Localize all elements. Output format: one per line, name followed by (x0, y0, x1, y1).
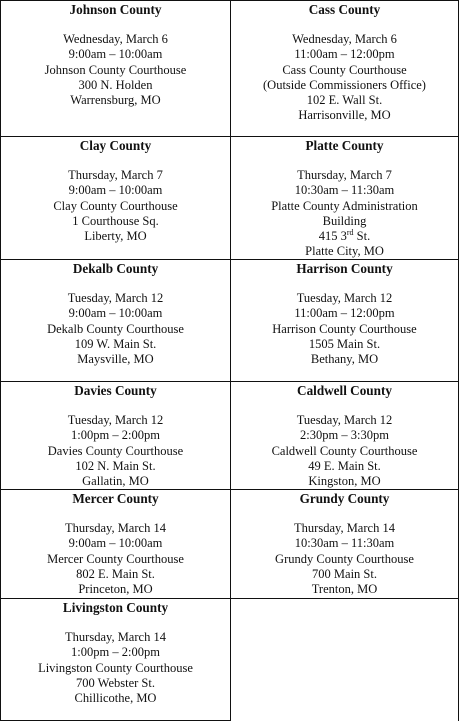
city: Harrisonville, MO (298, 108, 391, 123)
meeting-time: 9:00am – 10:00am (68, 47, 163, 62)
county-name: Johnson County (69, 2, 162, 17)
meeting-time: 11:00am – 12:00pm (294, 47, 395, 62)
meeting-date: Thursday, March 7 (68, 168, 163, 182)
meeting-date: Wednesday, March 6 (292, 32, 397, 46)
meeting-date: Thursday, March 7 (297, 168, 392, 182)
meeting-date: Tuesday, March 12 (67, 291, 164, 305)
venue: Harrison County Courthouse (272, 321, 417, 336)
city: Platte City, MO (305, 244, 384, 259)
venue-continued: Building (322, 213, 367, 228)
county-name: Platte County (305, 138, 384, 153)
meeting-date: Thursday, March 14 (65, 521, 166, 535)
empty-cell (230, 598, 459, 721)
meeting-date: Tuesday, March 12 (296, 291, 393, 305)
ordinal-suffix: rd (346, 228, 354, 238)
county-name: Caldwell County (297, 383, 392, 398)
schedule-cell (0, 0, 231, 137)
city: Maysville, MO (77, 352, 154, 367)
county-name: Grundy County (299, 491, 390, 506)
meeting-time: 9:00am – 10:00am (68, 536, 163, 551)
meeting-time: 1:00pm – 2:00pm (71, 645, 160, 660)
city: Bethany, MO (310, 352, 379, 367)
meeting-time: 9:00am – 10:00am (68, 306, 163, 321)
street-address: 300 N. Holden (78, 77, 153, 92)
venue: Cass County Courthouse (282, 62, 407, 77)
schedule-cell (230, 489, 459, 599)
street-address: 415 3rd St. (318, 228, 371, 244)
meeting-time: 10:30am – 11:30am (294, 536, 395, 551)
county-name: Harrison County (296, 261, 393, 276)
street-address: 102 N. Main St. (75, 458, 156, 473)
meeting-time: 11:00am – 12:00pm (294, 306, 395, 321)
schedule-cell (0, 136, 231, 260)
city: Trenton, MO (311, 582, 378, 597)
county-name: Mercer County (72, 491, 159, 506)
city: Gallatin, MO (82, 474, 149, 489)
meeting-time: 10:30am – 11:30am (294, 183, 395, 198)
meeting-date: Thursday, March 14 (294, 521, 395, 535)
schedule-cell (0, 259, 231, 382)
schedule-cell (230, 381, 459, 490)
street-address: 109 W. Main St. (74, 336, 157, 351)
county-name: Dekalb County (72, 261, 159, 276)
street-address: 102 E. Wall St. (306, 93, 383, 108)
meeting-time: 2:30pm – 3:30pm (300, 428, 389, 443)
schedule-cell (230, 0, 459, 137)
city: Warrensburg, MO (70, 93, 161, 108)
venue: Grundy County Courthouse (275, 551, 414, 566)
county-name: Livingston County (62, 600, 169, 615)
meeting-time: 1:00pm – 2:00pm (71, 428, 160, 443)
meeting-date: Thursday, March 14 (65, 630, 166, 644)
city: Princeton, MO (78, 582, 153, 597)
street-address: 1 Courthouse Sq. (72, 213, 159, 228)
venue: Dekalb County Courthouse (47, 321, 184, 336)
venue: Platte County Administration (271, 198, 418, 213)
schedule-cell (0, 381, 231, 490)
meeting-date: Tuesday, March 12 (296, 413, 393, 427)
street-address: 1505 Main St. (308, 336, 381, 351)
city: Kingston, MO (308, 474, 381, 489)
schedule-cell (230, 259, 459, 382)
county-name: Clay County (79, 138, 152, 153)
county-name: Cass County (308, 2, 381, 17)
schedule-cell (0, 489, 231, 599)
venue: Mercer County Courthouse (47, 551, 184, 566)
meeting-date: Tuesday, March 12 (67, 413, 164, 427)
city: Liberty, MO (84, 229, 147, 244)
county-name: Davies County (74, 383, 157, 398)
street-address: 700 Webster St. (76, 675, 155, 690)
schedule-cell (0, 598, 231, 721)
venue: Livingston County Courthouse (38, 660, 193, 675)
venue: Johnson County Courthouse (44, 62, 187, 77)
street-address: 802 E. Main St. (76, 566, 155, 581)
street-address: 700 Main St. (312, 566, 377, 581)
venue-note: (Outside Commissioners Office) (263, 77, 426, 92)
venue: Clay County Courthouse (53, 198, 178, 213)
street-address: 49 E. Main St. (308, 458, 381, 473)
venue: Davies County Courthouse (47, 443, 184, 458)
venue: Caldwell County Courthouse (271, 443, 418, 458)
city: Chillicothe, MO (74, 691, 157, 706)
schedule-cell (230, 136, 459, 260)
meeting-date: Wednesday, March 6 (63, 32, 168, 46)
meeting-time: 9:00am – 10:00am (68, 183, 163, 198)
